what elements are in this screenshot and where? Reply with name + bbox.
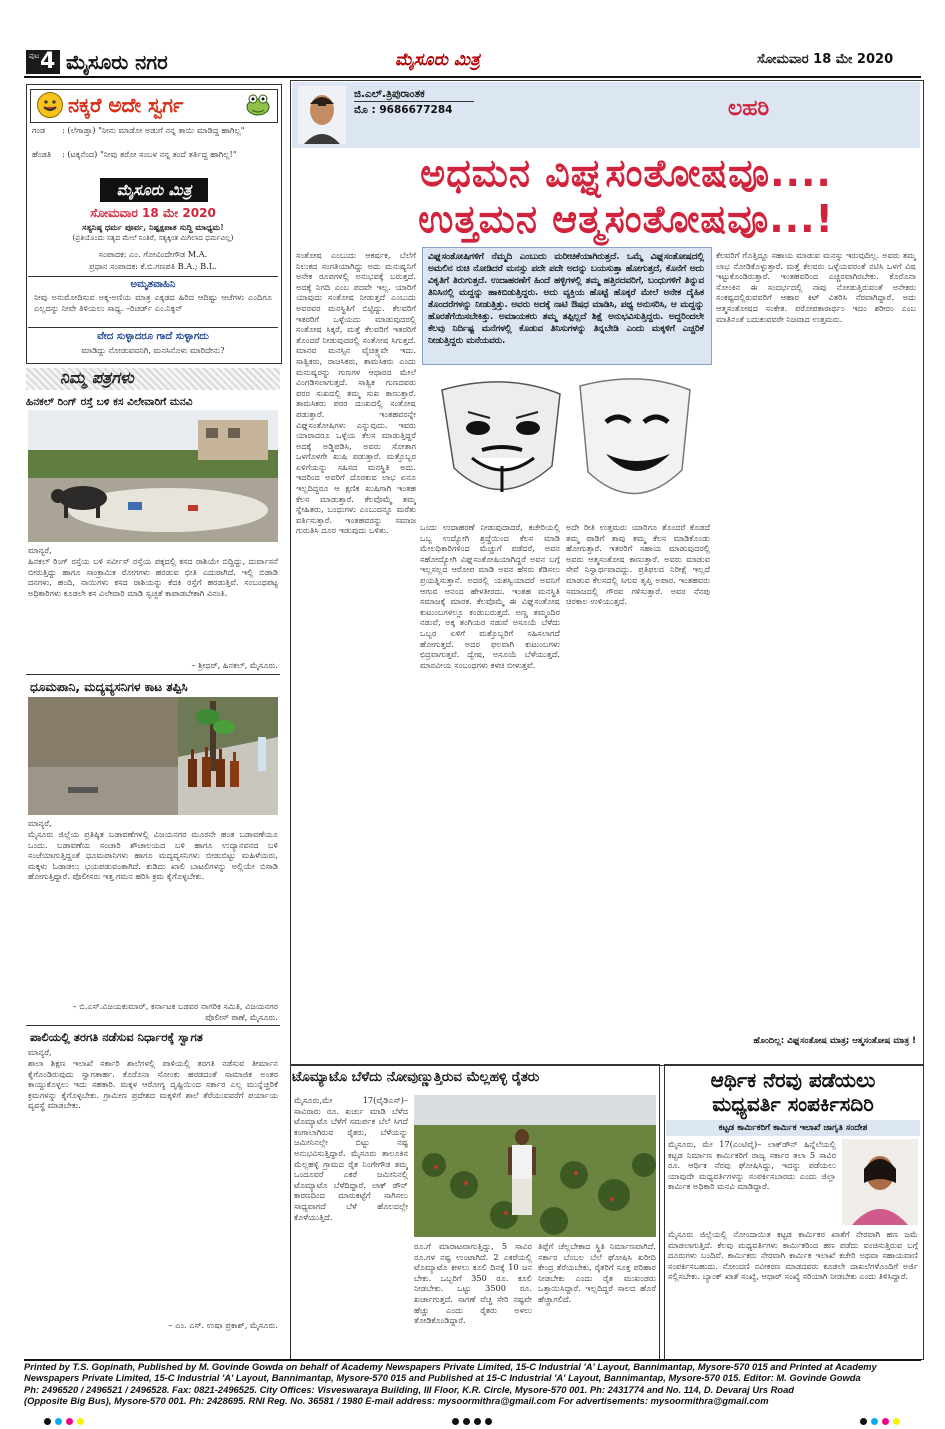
joke-husband-label: ಗಂಡ	[32, 125, 46, 135]
page-label: ಪುಟ	[29, 52, 40, 60]
column-author: ಜಿ.ಎಲ್.ತ್ರಿಪುರಾಂತಕ	[354, 88, 425, 100]
headline-line-1: ಅಧಮನ ವಿಘ್ನಸಂತೋಷವೂ....	[420, 151, 832, 195]
box-divider-2	[28, 327, 278, 328]
letter2-greeting: ಮಾನ್ಯರೆ,	[28, 818, 52, 828]
letter1-title: ಹಿನಕಲ್ ರಿಂಗ್ ರಸ್ತೆ ಬಳಿ ಕಸ ವಿಲೇವಾರಿಗೆ ಮನವಿ	[26, 396, 193, 408]
joke-wife-text: : (ಟಕ್ಕನೆಂದ) "ನೀವು ತರೋ ಸಂಬಳ ನನ್ನ ತಂದೆ ತರ್ತಿದ್ದ ಹಾಗಿಲ್ಲ!"	[62, 149, 237, 159]
tomato-field-photo	[414, 1095, 656, 1237]
column-body-3: ಅದೇ ರೀತಿ ಉತ್ತಮರು ಯಾರಿಗೂ ತೊಂದರೆ ಕೊಡದೆ ತಮ್ಮ ಪಾಡಿಗೆ ತಾವು ತಮ್ಮ ಕೆಲಸ ಮಾಡಿಕೊಂಡು ಹೋಗುತ್ತಾರೆ. ಇತರರಿಗೆ ಸಹಾಯ ಮಾಡುವುದರಲ್ಲಿ ಅವರು ಆತ್ಮಸಂತೋಷ ಕಾಣುತ್ತಾರೆ. ಅವರು ಮಾಡುವ ಸೇವೆ ನಿಸ್ವಾರ್ಥವಾದದ್ದು. ಪ್ರತಿಫಲದ ನಿರೀಕ್ಷೆ ಇಲ್ಲದೆ ಮಾಡುವ ಕೆಲಸದಲ್ಲಿ ಸಿಗುವ ತೃಪ್ತಿ ಅಪಾರ. ಇಂತಹವರು ಸಮಾಜದಲ್ಲಿ ಗೌರವ ಗಳಿಸುತ್ತಾರೆ. ಅವರ ನೆನಪು ಚಿರಕಾಲ ಉಳಿಯುತ್ತದೆ.	[566, 522, 710, 607]
finance-body-1: ಮೈಸೂರು, ಮೇ 17(ಎಂಟಿವೈ)– ಲಾಕ್‌ಡೌನ್ ಹಿನ್ನೆಲೆಯಲ್ಲಿ ಕಟ್ಟಡ ನಿರ್ಮಾಣ ಕಾರ್ಮಿಕರಿಗೆ ರಾಜ್ಯ ಸರ್ಕಾರ ತಲಾ 5 ಸಾವಿರ ರೂ. ಆರ್ಥಿಕ ನೆರವು ಘೋಷಿಸಿದ್ದು, ಇದನ್ನು ಪಡೆಯಲು ಯಾವುದೇ ಮಧ್ಯವರ್ತಿಗಳನ್ನು ಸಂಪರ್ಕಿಸಬಾರದು ಎಂದು ಜಿಲ್ಲಾ ಕಾರ್ಮಿಕ ಅಧಿಕಾರಿ ಮನವಿ ಮಾಡಿದ್ದಾರೆ.	[668, 1139, 836, 1192]
tomato-headline: ಟೊಮ್ಯಾಟೊ ಬೆಳೆದು ನೋವುಣ್ಣುತ್ತಿರುವ ಮೆಲ್ಲಹಳ್ಳಿ ರೈತರು	[292, 1070, 540, 1085]
footer-line-4: (Opposite Big Bus), Mysore-570 001. Ph: 2428695. RNI Reg. No. 36581 / 1980 E-mail address: mysoormithra@gmail.com For advertisements: mysoormithra@gmail.com	[24, 1395, 769, 1407]
box-masthead: ಮೈಸೂರು ಮಿತ್ರ	[100, 178, 208, 202]
letter2-title: ಧೂಮಪಾನಿ, ಮದ್ಯವ್ಯಸನಿಗಳ ಕಾಟ ತಪ್ಪಿಸಿ	[30, 680, 188, 694]
letter-divider-2	[26, 1025, 280, 1026]
finance-headline-1: ಆರ್ಥಿಕ ನೆರವು ಪಡೆಯಲು	[710, 1068, 876, 1092]
joke-wife-label: ಹೆಂಡತಿ	[32, 149, 52, 159]
letter3-body: ಶಾಲಾ ಶಿಕ್ಷಣ ಇಲಾಖೆ ಸರ್ಕಾರಿ ಶಾಲೆಗಳಲ್ಲಿ ಪಾಳಿಯಲ್ಲಿ ತರಗತಿ ನಡೆಸುವ ತೀರ್ಮಾನ ಕೈಗೊಂಡಿರುವುದು ಸ್ವಾಗತಾರ್ಹ. ಕೊರೊನಾ ಸೋಂಕು ಹರಡದಂತೆ ಸಾಮಾಜಿಕ ಅಂತರ ಕಾಯ್ದುಕೊಳ್ಳಲು ಇದು ಸಹಕಾರಿ. ಮಕ್ಕಳ ಆರೋಗ್ಯ ದೃಷ್ಟಿಯಿಂದ ಸರ್ಕಾರ ಎಲ್ಲ ಮುನ್ನೆಚ್ಚರಿಕೆ ಕ್ರಮಗಳನ್ನು ಕೈಗೊಳ್ಳಬೇಕು. ಗ್ರಾಮೀಣ ಪ್ರದೇಶದ ಮಕ್ಕಳಿಗೆ ಶಾಲೆ ತೆರೆಯುವವರೆಗೆ ಪರ್ಯಾಯ ವ್ಯವಸ್ಥೆ ಮಾಡಬೇಕು.	[28, 1058, 278, 1111]
proverb-text: ಮಾಡಿದ್ದು ನೋಡುವವನಿಗಿ, ಮನಸಿನೊಳು ಮಾರಿದೇನು?	[81, 345, 225, 355]
box-tagline-2: (ಪ್ರತಿಯೊಂದು ಸತ್ಯದ ಮೇಲೆ ನಿಂತಿರೆ, ಸತ್ಯಕ್ಕಿಂತ ಮಿಗಿಲಾದ ಧರ್ಮವಿಲ್ಲ)	[72, 233, 234, 242]
box-divider	[28, 276, 278, 277]
page-number-box	[26, 50, 60, 74]
box-date: ಸೋಮವಾರ 18 ಮೇ 2020	[90, 206, 216, 220]
masks-image	[420, 370, 710, 518]
registration-dots-center	[452, 1410, 496, 1429]
footer-line-3: Ph: 2496520 / 2496521 / 2496528. Fax: 0821-2496525. City Offices: Visveswaraya Building, III Floor, K.R. Circle, Mysore-570 001. Ph: 2431774 and No. 114, D. Devaraj Urs Road	[24, 1383, 795, 1395]
tomato-body-2: ರೂ.ಗೆ ಮಾರಾಟವಾಗುತ್ತಿದ್ದು, 5 ಸಾವಿರ ರೂ.ಗಳ ನಷ್ಟ ಉಂಟಾಗಿದೆ. 2 ಎಕರೆಯಲ್ಲಿ ಟೊಮ್ಯಾಟೊ ಕೀಳಲು ಕೂಲಿ ದಿನಕ್ಕೆ 10 ಜನ ಬೇಕು. ಒಬ್ಬರಿಗೆ 350 ರೂ. ಕೂಲಿ ನೀಡಬೇಕು. ಒಟ್ಟು 3500 ರೂ. ಖರ್ಚಾಗುತ್ತದೆ. ಸಾಗಣೆ ವೆಚ್ಚ ಸೇರಿ ನಷ್ಟವೇ ಹೆಚ್ಚು ಎಂದು ರೈತರು ಅಳಲು ತೋಡಿಕೊಂಡಿದ್ದಾರೆ.	[414, 1241, 532, 1326]
headline-line-2: ಉತ್ತಮನ ಆತ್ಮಸಂತೋಷವೂ...!	[418, 197, 834, 241]
column-body-2: ಒಂದು ಉದಾಹರಣೆ ನೀಡುವುದಾದರೆ, ಕಚೇರಿಯಲ್ಲಿ ಒಬ್ಬ ಉದ್ಯೋಗಿ ಶ್ರದ್ಧೆಯಿಂದ ಕೆಲಸ ಮಾಡಿ ಮೇಲಧಿಕಾರಿಗಳಿಂದ ಮೆಚ್ಚುಗೆ ಪಡೆದರೆ, ಅವನ ಸಹೋದ್ಯೋಗಿ ವಿಘ್ನಸಂತೋಷಿಯಾಗಿದ್ದರೆ ಅವನ ಬಗ್ಗೆ ಇಲ್ಲಸಲ್ಲದ ಆರೋಪ ಮಾಡಿ ಅವನ ಹೆಸರು ಕೆಡಿಸಲು ಪ್ರಯತ್ನಿಸುತ್ತಾನೆ. ಅದರಲ್ಲಿ ಯಶಸ್ವಿಯಾದರೆ ಅವನಿಗೆ ಆಗುವ ಆನಂದ ಹೇಳತೀರದು. ಇಂತಹ ಮನಸ್ಥಿತಿ ಸಮಾಜಕ್ಕೆ ಮಾರಕ. ಕೆಲವೊಮ್ಮೆ ಈ ವಿಘ್ನಸಂತೋಷ ಕುಟುಂಬಗಳಲ್ಲೂ ಕಂಡುಬರುತ್ತದೆ. ಅಣ್ಣ ತಮ್ಮಂದಿರ ನಡುವೆ, ಅಕ್ಕ ತಂಗಿಯರ ನಡುವೆ ಅಸೂಯೆ ಬೆಳೆದು ಒಬ್ಬರ ಏಳಿಗೆ ಮತ್ತೊಬ್ಬರಿಗೆ ಸಹಿಸಲಾಗದೆ ಹೋಗುತ್ತದೆ. ಅದರ ಫಲವಾಗಿ ಕುಟುಂಬಗಳು ಛಿದ್ರವಾಗುತ್ತವೆ. ದ್ವೇಷ, ಅಸೂಯೆ ಬೆಳೆಯುತ್ತದೆ. ಮಾನವೀಯ ಸಂಬಂಧಗಳು ಕಳಚಿ ಬೀಳುತ್ತವೆ.	[420, 522, 560, 670]
letter1-body: ಹಿನಕಲ್ ರಿಂಗ್ ರಸ್ತೆಯ ಬಳಿ ಸರ್ವೀಸ್ ರಸ್ತೆಯ ಪಕ್ಕದಲ್ಲಿ ಕಸದ ರಾಶಿಯೇ ಬಿದ್ದಿದ್ದು, ದುರ್ವಾಸನೆ ಬೀರುತ್ತಿದ್ದು ಹಾಗೂ ಸಾಂಕ್ರಾಮಿಕ ರೋಗಗಳು ಹರಡುವ ಭೀತಿ ಎದುರಾಗಿದೆ. ಇಲ್ಲಿ ಬಿಡಾಡಿ ದನಗಳು, ಹಂದಿ, ನಾಯಿಗಳು ಕಸದ ರಾಶಿಯನ್ನು ಕೆದಕಿ ರಸ್ತೆಗೆ ಹರಡುತ್ತಿವೆ. ಸಂಬಂಧಪಟ್ಟ ಅಧಿಕಾರಿಗಳು ಕೂಡಲೇ ಕಸ ವಿಲೇವಾರಿ ಮಾಡಿ ಸ್ವಚ್ಛತೆ ಕಾಪಾಡಬೇಕಾಗಿ ವಿನಂತಿ.	[28, 556, 278, 598]
footer-line-2: Newspapers Private Limited, 15-C Industrial 'A' Layout, Bannimantap, Mysore-570 015 and Published at 15-C Industrial 'A' Layout, Bannimantap, Mysore-570 015. Editor: M. Govinde Gowda	[24, 1372, 861, 1384]
section-title: ಮೈಸೂರು ನಗರ	[66, 50, 168, 74]
page-number: 4	[40, 49, 56, 74]
column-body-4: ಕೆಲವರಿಗೆ ಗೊತ್ತಿದ್ದೂ ಸಹಾಯ ಮಾಡುವ ಮನಸ್ಸು ಇರುವುದಿಲ್ಲ. ಅವರು ತಮ್ಮ ಲಾಭ ನೋಡಿಕೊಳ್ಳುತ್ತಾರೆ. ಮತ್ತೆ ಕೆಲವರು ಒಳ್ಳೆಯವರಂತೆ ನಟಿಸಿ ಒಳಗೆ ವಿಷ ಇಟ್ಟುಕೊಂಡಿರುತ್ತಾರೆ. ಇಂತಹವರಿಂದ ಎಚ್ಚರವಾಗಿರಬೇಕು. ಕೊರೊನಾ ಸೋಂಕಿನ ಈ ಸಂದರ್ಭದಲ್ಲಿ ನಾವು ನೋಡುತ್ತಿರುವಂತೆ ಅನೇಕರು ಸಂಕಷ್ಟದಲ್ಲಿರುವವರಿಗೆ ಆಹಾರ ಕಿಟ್ ವಿತರಿಸಿ ನೆರವಾಗಿದ್ದಾರೆ. ಅದು ಆತ್ಮಸಂತೋಷದ ಸಂಕೇತ. ಪರೋಪಕಾರಾರ್ಥಂ ಇದಂ ಶರೀರಂ ಎಂಬ ಮಾತಿನಂತೆ ಬದುಕುವವರೇ ನಿಜವಾದ ಉತ್ತಮರು.	[716, 250, 916, 324]
intro-text: ವಿಘ್ನಸಂತೋಷಿಗಳಿಗೆ ನೆಮ್ಮದಿ ಎಂಬುದು ಮರೀಚಿಕೆಯಾಗಿರುತ್ತದೆ. ಒಮ್ಮೆ ವಿಘ್ನಸಂತೋಷದಲ್ಲಿ ಅಮಲಿನ ರುಚಿ ನೋಡಿದರೆ ಮನಸ್ಸು ಪದೇ ಪದೇ ಅದನ್ನು ಬಯಸುತ್ತಾ ಹೋಗುತ್ತದೆ, ಕೊನೆಗೆ ಅದು ವಿಕೃತಿಗೆ ತಿರುಗುತ್ತದೆ. ಉದಾಹರಣೆಗೆ ಹಿಂದೆ ಹಳ್ಳಿಗಳಲ್ಲಿ ತಮ್ಮ ಹತ್ತಿರದವರಿಗೆ, ಬಂಧುಗಳಿಗೆ ತಿನ್ನುವ ತಿನಿಸಿನಲ್ಲಿ ಮದ್ದನ್ನು ಹಾಕಿಬಿಡುತ್ತಿದ್ದರು. ಅದು ವ್ಯಕ್ತಿಯ ಹೊಟ್ಟೆ ಹೊಕ್ಕರೆ ಮೇಲೆ ಅನೇಕ ದೈಹಿಕ ತೊಂದರೆಗಳನ್ನು ನೀಡುತ್ತಿತ್ತು. ಅವರು ಅದಕ್ಕೆ ನಾಟಿ ಔಷಧ ಮಾಡಿಸಿ, ಪಥ್ಯ ಅನುಸರಿಸಿ, ಆ ಮದ್ದನ್ನು ಹೊರತೆಗೆಯಿಸಬೇಕಿತ್ತು. ಅಮಾಯಕರು ತಮ್ಮ ತಪ್ಪಿಲ್ಲದೆ ಶಿಕ್ಷೆ ಅನುಭವಿಸುತ್ತಿದ್ದರು. ಅದ್ದರಿಂದಲೇ ಕೆಲವು ನಿರ್ದಿಷ್ಟ ಮನೆಗಳಲ್ಲಿ ಕೊಡುವ ತಿನಿಸುಗಳನ್ನು ತಿನ್ನಬೇಡಿ ಎಂದು ಮಕ್ಕಳಿಗೆ ಎಚ್ಚರಿಕೆ ನೀಡುತ್ತಿದ್ದರು ಮನೆಯವರು.	[428, 252, 704, 346]
letters-banner: ನಿಮ್ಮ ಪತ್ರಗಳು	[60, 368, 134, 387]
quote-text: ನೀವು ಅನುಮೋದಿಸುವ ಅಕ್ಕ-ಅಣಿಯ ಮಾತ್ರ ಎಕ್ಕಡದ ಹಿರಿದ ಆದಿಷ್ಟು ಆಚೆಗಳು ಎಂದಿಗೂ ಎಲ್ಲದನ್ನು ನೀವೇ ತಿಳಿಯಲು ಸಾಧ್ಯ. –ರಿಚರ್ಡ್ ಎಂ.ನಿಕ್ಸನ್	[34, 292, 272, 313]
quote-title: ಅಮೃತವಾಹಿನಿ	[130, 279, 176, 290]
footer-line-1: Printed by T.S. Gopinath, Published by M. Govinde Gowda on behalf of Academy Newspapers Private Limited, 15-C Industrial 'A' Layout, Bannimantap, Mysore-570 015 and Printed at Academy	[24, 1361, 877, 1372]
letter3-title: ಪಾಲಿಯಲ್ಲಿ ತರಗತಿ ನಡೆಸುವ ನಿರ್ಧಾರಕ್ಕೆ ಸ್ವಾಗತ	[30, 1030, 203, 1044]
registration-dots-right	[860, 1410, 904, 1429]
smiley-icon	[37, 92, 63, 118]
finance-subhead: ಕಟ್ಟಡ ಕಾರ್ಮಿಕರಿಗೆ ಕಾರ್ಮಿಕ ಇಲಾಖೆ ಜಾಗೃತಿ ಸಂದೇಶ	[666, 1120, 920, 1136]
column-body-1: ಸಂತೋಷ ಎಂಬುದು ಆಕರ್ಷಕ, ಬೆಲೆಗೆ ನಿಲುಕದ ಸಂಗತಿಯಾಗಿದ್ದು ಅದು ಮನುಷ್ಯನಿಗೆ ಅನೇಕ ರೂಪಗಳಲ್ಲಿ ಅನುಭವಕ್ಕೆ ಬರುತ್ತದೆ. ಅದಕ್ಕೆ ನಿಗದಿ ಎಂಬ ಪದವೇ ಇಲ್ಲ. ಯಾರಿಗೆ ಯಾವುದು ಸಂತೋಷ ನೀಡುತ್ತದೆ ಎಂಬುದು ಅವರವರ ಮನಸ್ಥಿತಿಗೆ ಬಿಟ್ಟಿದ್ದು. ಕೆಲವರಿಗೆ ಇತರರಿಗೆ ಒಳ್ಳೆಯದು ಮಾಡುವುದರಲ್ಲಿ ಸಂತೋಷ ಸಿಕ್ಕರೆ, ಮತ್ತೆ ಕೆಲವರಿಗೆ ಇತರರಿಗೆ ತೊಂದರೆ ನೀಡುವುದರಲ್ಲಿ ಸಂತೋಷ ಸಿಗುತ್ತದೆ. ಮಾನವ ಮನಸ್ಸಿನ ವೈಚಿತ್ರ್ಯವೇ ಇದು. ಸಾತ್ವಿಕರು, ರಾಜಸಿಕರು, ತಾಮಸಿಕರು ಎಂದು ಮನುಷ್ಯರನ್ನು ಗುಣಗಳ ಆಧಾರದ ಮೇಲೆ ವಿಂಗಡಿಸಲಾಗುತ್ತದೆ. ಸಾತ್ವಿಕ ಗುಣದವರು ಪರರ ಸುಖದಲ್ಲಿ ತಮ್ಮ ಸುಖ ಕಾಣುತ್ತಾರೆ. ತಾಮಸಿಕರು ಪರರ ದುಃಖದಲ್ಲಿ ಸಂತೋಷ ಪಡುತ್ತಾರೆ. ಇಂತಹವರನ್ನೇ ವಿಘ್ನಸಂತೋಷಿಗಳು ಎನ್ನುವುದು. ಇವರು ಯಾರಾದರೂ ಒಳ್ಳೆಯ ಕೆಲಸ ಮಾಡುತ್ತಿದ್ದರೆ ಅದಕ್ಕೆ ಅಡ್ಡಿಪಡಿಸಿ, ಅವರು ಸೋತಾಗ ಒಳಗೊಳಗೇ ಖುಷಿ ಪಡುತ್ತಾರೆ. ಮತ್ತೊಬ್ಬರ ಏಳಿಗೆಯನ್ನು ಸಹಿಸದ ಮನಸ್ಥಿತಿ ಅದು. ಇದರಿಂದ ಅವರಿಗೆ ದೊರಕುವ ಲಾಭ ಏನೂ ಇಲ್ಲದಿದ್ದರೂ ಆ ಕ್ಷಣಿಕ ಖುಷಿಗಾಗಿ ಇಂತಹ ಕೆಲಸ ಮಾಡುತ್ತಾರೆ. ಕೆಲವೊಮ್ಮೆ ತಮ್ಮ ಸ್ನೇಹಿತರು, ಬಂಧುಗಳು ಎಂಬುದನ್ನೂ ಮರೆತು ವರ್ತಿಸುತ್ತಾರೆ. ಇಂತಹವರನ್ನು ಸಮಾಜ ಗುರುತಿಸಿ ದೂರ ಇಡುವುದು ಒಳಿತು.	[296, 250, 416, 536]
nakkare-title: ನಕ್ಕರೆ ಅದೇ ಸ್ವರ್ಗ	[68, 93, 184, 117]
footer-imprint	[24, 1359, 921, 1409]
column-quote: ಹೊಂದಿಲ್ಲ: ವಿಘ್ನಸಂತೋಷ ಮಾತ್ರ; ಆತ್ಮಸಂತೋಷ ಮಾತ್ರ !	[753, 1036, 916, 1046]
box-editor: ಸಂಪಾದಕ: ಎಂ. ಗೋವಿಂದೇಗೌಡ M.A.	[98, 249, 208, 259]
letter3-greeting: ಮಾನ್ಯರೆ,	[28, 1047, 52, 1057]
author-rule	[354, 101, 474, 102]
column-name: ಲಹರಿ	[728, 96, 770, 121]
registration-dots-left	[44, 1410, 88, 1429]
header-rule	[24, 76, 921, 78]
letter-divider	[26, 674, 280, 675]
box-tagline: ಸತ್ಯನಿಷ್ಠ ಧರ್ಮ ಪೂರ್ವ, ನಿಷ್ಪಕ್ಷಪಾತ ಸುದ್ದಿ ಮಾಧ್ಯಮ!	[82, 222, 224, 232]
letter2-body: ಮೈಸೂರು ಜಿಲ್ಲೆಯ ಪ್ರತಿಷ್ಠಿತ ಬಡಾವಣೆಗಳಲ್ಲಿ ವಿಜಯನಗರ ಮೂರನೇ ಹಂತ ಬಡಾವಣೆಯೂ ಒಂದು. ಬಡಾವಣೆಯ ಸಂಚಾರಿ ಶೌಚಾಲಯದ ಬಳಿ ಹಾಗೂ ಉದ್ಯಾನವನದ ಬಳಿ ಸಂಜೆಯಾಗುತ್ತಿದ್ದಂತೆ ಧೂಮಪಾನಿಗಳು ಹಾಗೂ ಮದ್ಯವ್ಯಸನಿಗಳು ಬೀಡುಬಿಟ್ಟು ಮಹಿಳೆಯರು, ಮಕ್ಕಳು ಓಡಾಡಲು ಭಯಪಡುವಂತಾಗಿದೆ. ಕುಡಿದು ಖಾಲಿ ಬಾಟಲಿಗಳನ್ನು ಅಲ್ಲಿಯೇ ಬಿಸಾಡಿ ಹೋಗುತ್ತಿದ್ದಾರೆ. ಪೊಲೀಸರು ಇತ್ತ ಗಮನ ಹರಿಸಿ ಕ್ರಮ ಕೈಗೊಳ್ಳಬೇಕು.	[28, 829, 278, 882]
garbage-photo	[28, 410, 278, 542]
masthead: ಮೈಸೂರು ಮಿತ್ರ	[395, 50, 480, 70]
letter3-signature: – ಎಂ. ಎಸ್. ಉಷಾ ಪ್ರಕಾಶ್, ಮೈಸೂರು.	[168, 1320, 278, 1330]
joke-husband-text: : (ಲೆಗಾಡ್ತಾ) "ನೀನು ಮಾಡೋ ಅಡುಗೆ ನನ್ನ ತಾಯಿ ಮಾಡಿದ್ದ ಹಾಗಿಲ್ಲ"	[62, 125, 245, 135]
letter2-signature: – ಬಿ.ಎಸ್.ವಿಜಯಕುಮಾರ್, ಕರ್ನಾಟಕ ಬಡವರ ನಾಗರಿಕ ಸಮಿತಿ, ವಿಜಯನಗರ ಪೊಲೀಸ್ ಠಾಣೆ, ಮೈಸೂರು.	[72, 1001, 278, 1022]
finance-body-2: ಮೈಸೂರು ಜಿಲ್ಲೆಯಲ್ಲಿ ನೋಂದಾಯಿತ ಕಟ್ಟಡ ಕಾರ್ಮಿಕರ ಖಾತೆಗೆ ನೇರವಾಗಿ ಹಣ ಜಮೆ ಮಾಡಲಾಗುತ್ತಿದೆ. ಕೆಲವು ಮಧ್ಯವರ್ತಿಗಳು ಕಾರ್ಮಿಕರಿಂದ ಹಣ ಪಡೆದು ವಂಚಿಸುತ್ತಿರುವ ಬಗ್ಗೆ ದೂರುಗಳು ಬಂದಿವೆ. ಕಾರ್ಮಿಕರು ನೇರವಾಗಿ ಕಾರ್ಮಿಕ ಇಲಾಖೆ ಕಚೇರಿ ಅಥವಾ ಸಹಾಯವಾಣಿ ಸಂಪರ್ಕಿಸಬಹುದು. ನೋಂದಣಿ ನವೀಕರಣ ಮಾಡದವರು ಕೂಡಲೇ ದಾಖಲೆಗಳೊಂದಿಗೆ ಅರ್ಜಿ ಸಲ್ಲಿಸಬೇಕು. ಬ್ಯಾಂಕ್ ಖಾತೆ ಸಂಖ್ಯೆ, ಆಧಾರ್ ಸಂಖ್ಯೆ ಸರಿಯಾಗಿ ನೀಡಬೇಕು ಎಂದು ತಿಳಿಸಿದ್ದಾರೆ.	[668, 1229, 918, 1282]
header-date: ಸೋಮವಾರ 18 ಮೇ 2020	[757, 52, 894, 67]
letter1-signature: – ಶ್ರೀಧರ್, ಹಿನಕಲ್, ಮೈಸೂರು.	[191, 660, 278, 670]
tomato-body-3: ತಿಪ್ಪೆಗೆ ಚೆಲ್ಲಬೇಕಾದ ಸ್ಥಿತಿ ನಿರ್ಮಾಣವಾಗಿದೆ. ಸರ್ಕಾರ ಬೆಂಬಲ ಬೆಲೆ ಘೋಷಿಸಿ ಖರೀದಿ ಕೇಂದ್ರ ತೆರೆಯಬೇಕು, ರೈತರಿಗೆ ಸೂಕ್ತ ಪರಿಹಾರ ನೀಡಬೇಕು ಎಂದು ರೈತ ಮುಖಂಡರು ಒತ್ತಾಯಿಸಿದ್ದಾರೆ. ಇಲ್ಲದಿದ್ದರೆ ಸಾಲದ ಹೊರೆ ಹೆಚ್ಚಾಗಲಿದೆ.	[538, 1241, 656, 1304]
tomato-body-1: ಮೈಸೂರು,ಮೇ 17(ವೈಡಿಎಸ್)– ಸಾವಿರಾರು ರೂ. ಖರ್ಚು ಮಾಡಿ ಬೆಳೆದ ಟೊಮ್ಯಾಟೊ ಬೆಳೆಗೆ ಸಮರ್ಪಕ ಬೆಲೆ ಸಿಗದೆ ಕಂಗಾಲಾಗಿರುವ ರೈತರು, ಬೆಳೆಯನ್ನು ಜಮೀನಿನಲ್ಲೇ ಬಿಟ್ಟು ನಷ್ಟ ಅನುಭವಿಸುತ್ತಿದ್ದಾರೆ. ಮೈಸೂರು ತಾಲೂಕಿನ ಮೆಲ್ಲಹಳ್ಳಿ ಗ್ರಾಮದ ರೈತ ನಿಂಗೇಗೌಡ ತಮ್ಮ ಒಂದೂವರೆ ಎಕರೆ ಜಮೀನಿನಲ್ಲಿ ಟೊಮ್ಯಾಟೊ ಬೆಳೆದಿದ್ದಾರೆ. ಲಾಕ್ ಡೌನ್ ಕಾರಣದಿಂದ ಮಾರುಕಟ್ಟೆಗೆ ಸಾಗಿಸಲು ಸಾಧ್ಯವಾಗದೆ ಬೆಳೆ ಹೊಲದಲ್ಲೇ ಕೊಳೆಯುತ್ತಿದೆ.	[294, 1095, 408, 1222]
proverb-title: ವೇದ ಸುಳ್ಳಾದರೂ ಗಾದೆ ಸುಳ್ಳಾಗದು	[97, 331, 209, 342]
bottles-photo	[28, 697, 278, 815]
box-exec-editor: ಪ್ರಧಾನ ಸಂಪಾದಕ: ಕೆ.ಬಿ.ಗಣಪತಿ B.A.; B.L.	[89, 261, 217, 271]
column-phone: ಮೊ : 9686677284	[354, 104, 453, 116]
finance-headline-2: ಮಧ್ಯವರ್ತಿ ಸಂಪರ್ಕಿಸದಿರಿ	[712, 1092, 874, 1116]
letter1-greeting: ಮಾನ್ಯರೆ,	[28, 545, 52, 555]
officer-photo	[842, 1139, 918, 1225]
frog-icon	[244, 90, 272, 118]
author-photo	[298, 86, 346, 144]
